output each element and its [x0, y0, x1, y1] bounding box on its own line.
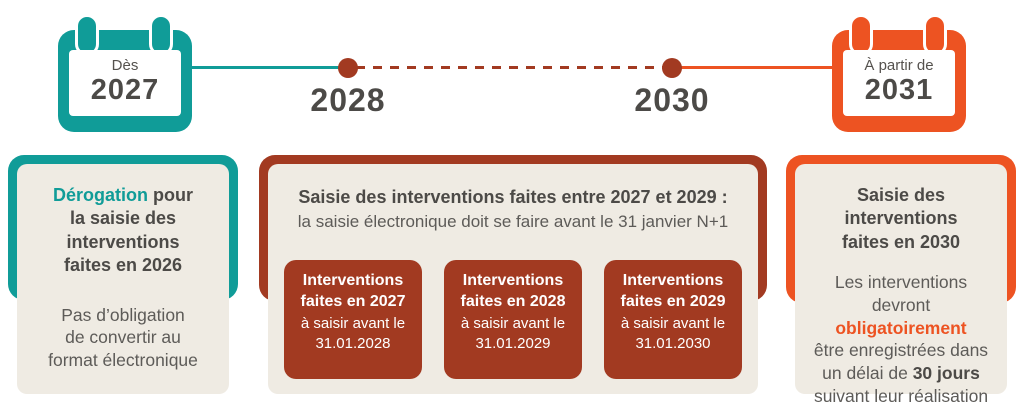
card-title	[27, 184, 219, 278]
title-highlight: Dérogation	[52, 185, 148, 205]
card-content	[795, 164, 1007, 406]
card-content	[17, 164, 229, 394]
body-text: un délai de	[822, 363, 908, 384]
title-text: Saisie des interventions	[844, 185, 958, 229]
item-date: 31.01.2028	[315, 335, 391, 353]
timeline-segment-orange	[674, 66, 834, 69]
timeline-segment-teal	[188, 66, 348, 69]
card-derogation-2026	[8, 155, 238, 394]
milestone-year-2030: 2030	[634, 82, 710, 118]
card-title: Saisie des interventions faites entre 2027 et 2029 :	[298, 187, 728, 207]
body-text: format électronique	[48, 350, 198, 371]
item-date: 31.01.2029	[475, 335, 551, 353]
milestone-year-2028: 2028	[310, 82, 386, 118]
intervention-item-2028	[444, 260, 582, 379]
milestone-dot-2030	[662, 58, 682, 78]
item-note: à saisir avant le	[460, 315, 566, 333]
title-text: la saisie des	[69, 208, 177, 229]
calendar-year-label: 2027	[90, 74, 160, 106]
timeline-segment-dashed	[356, 66, 666, 69]
card-saisie-2027-2029	[259, 155, 767, 394]
card-body	[803, 271, 999, 408]
card-subtitle: la saisie électronique doit se faire avant le 31 janvier N+1	[297, 212, 729, 232]
item-note: à saisir avant le	[620, 315, 726, 333]
intervention-item-2029	[604, 260, 742, 379]
calendar-icon-2031	[832, 14, 966, 132]
title-text: faites en 2026	[63, 255, 183, 276]
card-content	[268, 164, 758, 394]
item-date: 31.01.2030	[635, 335, 711, 353]
item-title: Interventions faites en 2029	[620, 272, 726, 311]
card-saisie-2030	[786, 155, 1016, 406]
body-text: Pas d’obligation	[61, 304, 185, 325]
calendar-prefix-label: À partir de	[864, 57, 934, 74]
item-note: à saisir avant le	[300, 315, 406, 333]
item-title: Interventions faites en 2028	[460, 272, 566, 311]
intervention-items	[276, 260, 750, 379]
calendar-year-label: 2031	[864, 74, 934, 106]
body-text: suivant leur réalisation	[813, 385, 989, 406]
card-title	[803, 184, 999, 254]
calendar-window	[843, 50, 955, 116]
body-highlight: obligatoirement	[835, 317, 967, 338]
calendar-prefix-label: Dès	[111, 57, 139, 74]
body-text: devront	[871, 294, 931, 315]
body-text: être enregistrées dans	[813, 340, 989, 361]
body-text: Les interventions	[834, 272, 968, 293]
card-body	[27, 304, 219, 372]
milestone-dot-2028	[338, 58, 358, 78]
body-text: de convertir au	[65, 327, 181, 348]
intervention-item-2027	[284, 260, 422, 379]
item-title: Interventions faites en 2027	[300, 272, 406, 311]
title-text: pour	[153, 185, 194, 205]
body-bold: 30 jours	[912, 363, 980, 384]
title-text: interventions	[66, 231, 180, 252]
calendar-icon-2027	[58, 14, 192, 132]
calendar-window	[69, 50, 181, 116]
title-text: faites en 2030	[841, 231, 961, 252]
